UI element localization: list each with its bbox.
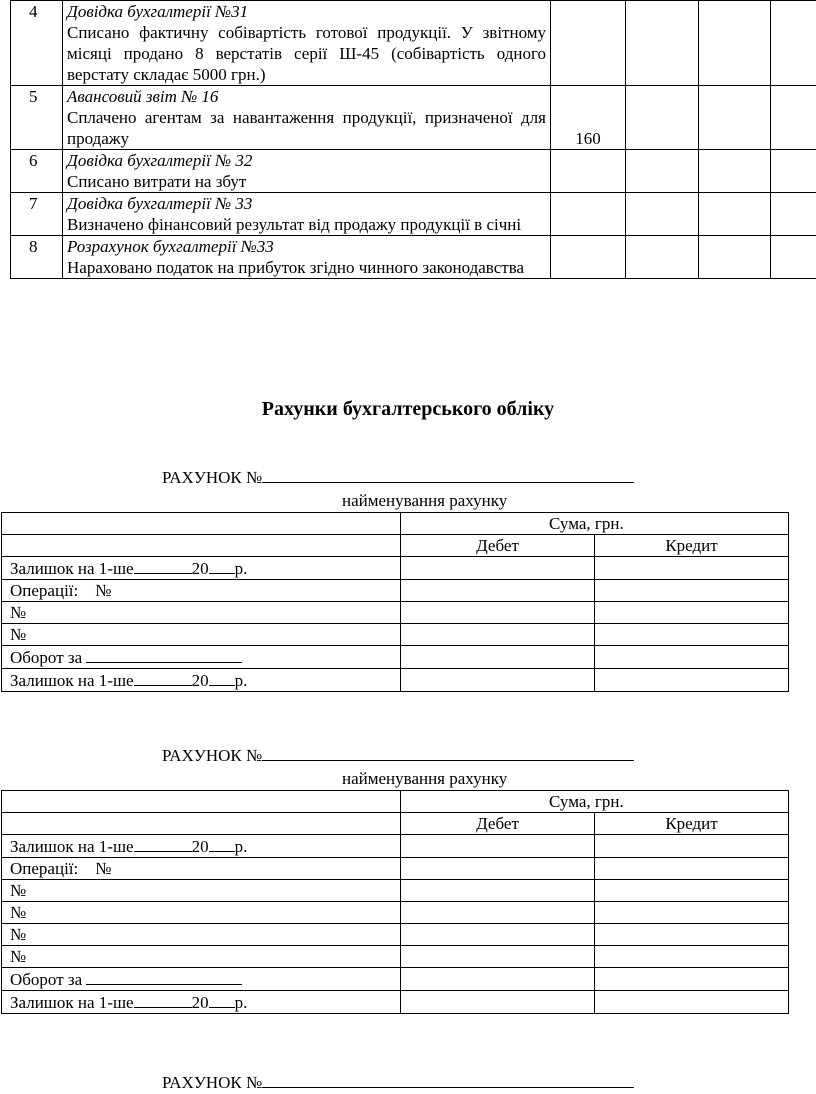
empty-cell	[771, 236, 816, 279]
operation-number-label	[2, 624, 401, 646]
operation-text: Сплачено агентам за навантаження продукції, призначеної для продажу	[67, 108, 546, 148]
closing-balance-row	[2, 669, 789, 692]
debit-header: Дебет	[401, 535, 595, 557]
credit-cell	[595, 835, 789, 858]
year-prefix: 20	[191, 837, 209, 856]
operation-number-row	[2, 902, 789, 924]
credit-cell	[595, 602, 789, 624]
turnover-text: Оборот за	[10, 648, 83, 667]
operation-number-label	[2, 602, 401, 624]
account-label: РАХУНОК №	[162, 1073, 263, 1092]
year-blank	[209, 991, 235, 1008]
year-blank	[209, 835, 235, 852]
empty-cell	[626, 150, 699, 193]
debit-cell	[401, 557, 595, 580]
year-prefix: 20	[191, 993, 209, 1012]
balance-prefix: Залишок на 1-ше	[10, 837, 134, 856]
account-number-line	[262, 466, 634, 483]
number-sign: №	[10, 903, 27, 922]
account-name-caption: найменування рахунку	[342, 491, 508, 510]
operation-number: 8	[11, 236, 63, 279]
operation-amount	[551, 150, 626, 193]
turnover-row	[2, 646, 789, 669]
day-blank	[134, 669, 192, 686]
empty-cell	[2, 791, 401, 813]
number-sign: №	[10, 881, 27, 900]
turnover-label	[2, 646, 401, 669]
account-number-line	[262, 744, 634, 761]
operation-text: Визначено фінансовий результат від продажу продукції в січні	[67, 215, 522, 234]
opening-balance-row	[2, 557, 789, 580]
balance-label	[2, 835, 401, 858]
debit-cell	[401, 858, 595, 880]
empty-cell	[2, 813, 401, 835]
operations-label	[2, 858, 401, 880]
balance-prefix: Залишок на 1-ше	[10, 993, 134, 1012]
operation-document: Довідка бухгалтерії №31	[67, 2, 249, 21]
operation-number-row	[2, 624, 789, 646]
credit-cell	[595, 646, 789, 669]
credit-cell	[595, 580, 789, 602]
closing-balance-row	[2, 991, 789, 1014]
credit-cell	[595, 624, 789, 646]
operation-amount	[551, 236, 626, 279]
balance-label	[2, 669, 401, 692]
balance-label	[2, 991, 401, 1014]
operations-table	[10, 0, 816, 279]
empty-cell	[699, 86, 771, 150]
operation-description	[63, 236, 551, 279]
empty-cell	[699, 150, 771, 193]
operation-number-row	[2, 946, 789, 968]
operation-number: 4	[11, 1, 63, 86]
credit-cell	[595, 902, 789, 924]
number-sign: №	[10, 947, 27, 966]
credit-header: Кредит	[595, 535, 789, 557]
empty-cell	[699, 193, 771, 236]
credit-cell	[595, 991, 789, 1014]
operation-amount	[551, 193, 626, 236]
operation-document: Розрахунок бухгалтерії №33	[67, 237, 274, 256]
period-blank	[86, 646, 242, 663]
operations-row	[2, 580, 789, 602]
operation-number-label	[2, 880, 401, 902]
empty-cell	[626, 236, 699, 279]
credit-cell	[595, 858, 789, 880]
year-blank	[209, 669, 235, 686]
operation-row	[11, 150, 816, 193]
operation-description	[63, 1, 551, 86]
operation-row	[11, 193, 816, 236]
empty-cell	[771, 193, 816, 236]
empty-cell	[626, 1, 699, 86]
debit-cell	[401, 902, 595, 924]
credit-cell	[595, 946, 789, 968]
operations-text: Операції:	[10, 859, 79, 878]
operation-text: Списано фактичну собівартість готової продукції. У звітному місяці продано 8 верстатів серії Ш-45 (собівартість одного верстату складає 5000 грн.)	[67, 23, 546, 84]
balance-prefix: Залишок на 1-ше	[10, 671, 134, 690]
turnover-label	[2, 968, 401, 991]
operation-amount	[551, 1, 626, 86]
account-name-caption: найменування рахунку	[342, 769, 508, 788]
operation-number-label	[2, 924, 401, 946]
credit-cell	[595, 924, 789, 946]
number-sign: №	[95, 581, 112, 600]
operation-description	[63, 193, 551, 236]
account-table-1	[1, 512, 789, 692]
debit-cell	[401, 646, 595, 669]
day-blank	[134, 557, 192, 574]
debit-cell	[401, 924, 595, 946]
page-heading: Рахунки бухгалтерського обліку	[261, 398, 555, 420]
empty-cell	[626, 86, 699, 150]
turnover-text: Оборот за	[10, 970, 83, 989]
account-table-2	[1, 790, 789, 1014]
balance-label	[2, 557, 401, 580]
account-label: РАХУНОК №	[162, 468, 263, 487]
credit-cell	[595, 557, 789, 580]
debit-cell	[401, 624, 595, 646]
year-prefix: 20	[191, 671, 209, 690]
operation-number-row	[2, 880, 789, 902]
turnover-row	[2, 968, 789, 991]
balance-prefix: Залишок на 1-ше	[10, 559, 134, 578]
number-sign: №	[10, 925, 27, 944]
account-label: РАХУНОК №	[162, 746, 263, 765]
debit-cell	[401, 991, 595, 1014]
account-title-1	[162, 466, 634, 488]
operation-number-row	[2, 602, 789, 624]
empty-cell	[626, 193, 699, 236]
credit-cell	[595, 880, 789, 902]
number-sign: №	[10, 625, 27, 644]
operations-text: Операції:	[10, 581, 79, 600]
year-suffix: р.	[234, 671, 248, 690]
empty-cell	[771, 150, 816, 193]
day-blank	[134, 835, 192, 852]
operation-description	[63, 150, 551, 193]
operation-text: Списано витрати на збут	[67, 172, 247, 191]
debit-cell	[401, 669, 595, 692]
debit-cell	[401, 946, 595, 968]
operation-number-label	[2, 946, 401, 968]
empty-cell	[699, 1, 771, 86]
credit-cell	[595, 669, 789, 692]
number-sign: №	[10, 603, 27, 622]
account-title-3	[162, 1071, 634, 1093]
operation-number: 7	[11, 193, 63, 236]
year-suffix: р.	[234, 837, 248, 856]
operation-number-label	[2, 902, 401, 924]
year-suffix: р.	[234, 559, 248, 578]
empty-cell	[771, 86, 816, 150]
debit-cell	[401, 602, 595, 624]
number-sign: №	[95, 859, 112, 878]
operation-number: 6	[11, 150, 63, 193]
empty-cell	[699, 236, 771, 279]
empty-cell	[2, 535, 401, 557]
sum-header: Сума, грн.	[401, 513, 789, 535]
debit-cell	[401, 880, 595, 902]
operation-amount: 160	[551, 86, 626, 150]
operation-number: 5	[11, 86, 63, 150]
operation-row	[11, 236, 816, 279]
debit-cell	[401, 835, 595, 858]
operation-row	[11, 86, 816, 150]
operation-document: Авансовий звіт № 16	[67, 87, 219, 106]
operations-row	[2, 858, 789, 880]
credit-header: Кредит	[595, 813, 789, 835]
debit-cell	[401, 580, 595, 602]
credit-cell	[595, 968, 789, 991]
year-suffix: р.	[234, 993, 248, 1012]
operation-text: Нараховано податок на прибуток згідно чинного законодавства	[67, 258, 525, 277]
empty-cell	[771, 1, 816, 86]
debit-header: Дебет	[401, 813, 595, 835]
operation-description	[63, 86, 551, 150]
operation-number-row	[2, 924, 789, 946]
operation-row	[11, 1, 816, 86]
operation-document: Довідка бухгалтерії № 33	[67, 194, 253, 213]
year-blank	[209, 557, 235, 574]
opening-balance-row	[2, 835, 789, 858]
operations-label	[2, 580, 401, 602]
day-blank	[134, 991, 192, 1008]
debit-cell	[401, 968, 595, 991]
account-title-2	[162, 744, 634, 766]
empty-cell	[2, 513, 401, 535]
sum-header: Сума, грн.	[401, 791, 789, 813]
operation-document: Довідка бухгалтерії № 32	[67, 151, 253, 170]
period-blank	[86, 968, 242, 985]
account-number-line	[262, 1071, 634, 1088]
year-prefix: 20	[191, 559, 209, 578]
